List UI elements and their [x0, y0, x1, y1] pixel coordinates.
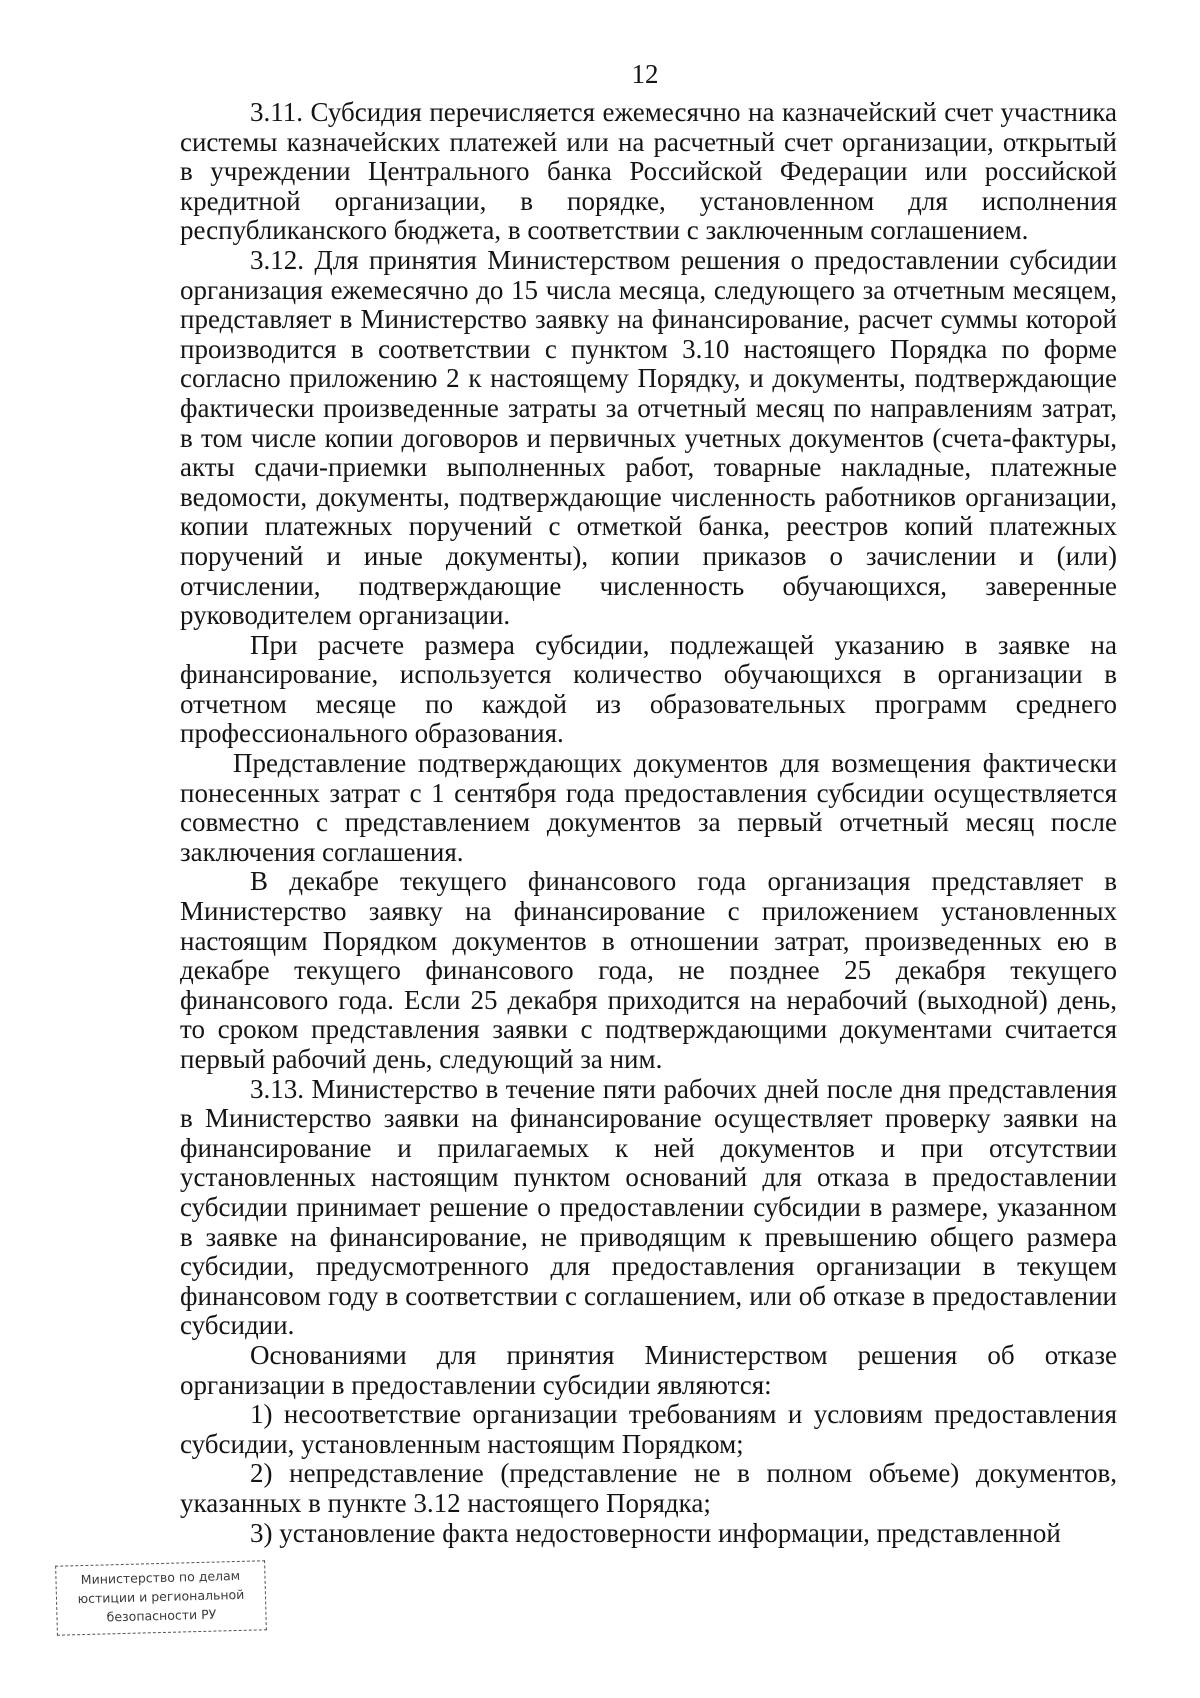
- paragraph-refusal-grounds: Основаниями для принятия Министерством решения об отказе организации в предоставлении субсидии являются:: [180, 1339, 1117, 1400]
- list-item-1: 1) несоответствие организации требованиям и условиям предоставления субсидии, установленным настоящим Порядком;: [180, 1399, 1117, 1459]
- paragraph-december-application: В декабре текущего финансового года организация представляет в Министерство заявку на финансирование с приложением установленных настоящим Порядком документов в отношении затрат, произведенных ею в декабре текущего финансового года, не позднее 25 декабря текущего финансового года. Если 25 декабря приходится на нерабочий (выходной) день, то сроком представления заявки с подтверждающими документами считается первый рабочий день, следующий за ним.: [180, 866, 1117, 1074]
- document-body: [180, 98, 1117, 1548]
- list-item-3: 3) установление факта недостоверности информации, представленной: [250, 1517, 1061, 1548]
- stamp-line-2: юстиции и региональной: [77, 1586, 245, 1607]
- paragraph-3-12: 3.12. Для принятия Министерством решения о предоставлении субсидии организация ежемесячно до 15 числа месяца, следующего за отчетным месяцем, представляет в Министерство заявку на финансирование, расчет суммы которой производится в соответствии с пунктом 3.10 настоящего Порядка по форме согласно приложению 2 к настоящему Порядку, и документы, подтверждающие фактически произведенные затраты за отчетный месяц по направлениям затрат, в том числе копии договоров и первичных учетных документов (счета-фактуры, акты сдачи-приемки выполненных работ, товарные накладные, платежные ведомости, документы, подтверждающие численность работников организации, копии платежных поручений с отметкой банка, реестров копий платежных поручений и иные документы), копии приказов о зачислении и (или) отчислении, подтверждающие численность обучающихся, заверенные руководителем организации.: [180, 244, 1117, 631]
- paragraph-3-13: 3.13. Министерство в течение пяти рабочих дней после дня представления в Министерство заявки на финансирование осуществляет проверку заявки на финансирование и прилагаемых к ней документов и при отсутствии установленных настоящим пунктом оснований для отказа в предоставлении субсидии принимает решение о предоставлении субсидии в размере, указанном в заявке на финансирование, не приводящим к превышению общего размера субсидии, предусмотренного для предоставления организации в текущем финансовом году в соответствии с соглашением, или об отказе в предоставлении субсидии.: [180, 1073, 1117, 1341]
- page-number: 12: [631, 59, 659, 89]
- paragraph-supporting-documents: Представление подтверждающих документов для возмещения фактически понесенных затрат с 1 сентября года предоставления субсидии осуществляется совместно с представлением документов за первый отчетный месяц после заключения соглашения.: [180, 748, 1117, 867]
- ministry-stamp: [55, 1560, 267, 1635]
- paragraph-subsidy-calculation: При расчете размера субсидии, подлежащей указанию в заявке на финансирование, используется количество обучающихся в организации в отчетном месяце по каждой из образовательных программ среднего профессионального образования.: [180, 629, 1117, 749]
- stamp-line-3: безопасности РУ: [106, 1606, 217, 1625]
- stamp-line-1: Министерство по делам: [80, 1567, 241, 1588]
- list-item-2: 2) непредставление (представление не в полном объеме) документов, указанных в пункте 3.12 настоящего Порядка;: [180, 1458, 1117, 1518]
- paragraph-3-11: 3.11. Субсидия перечисляется ежемесячно на казначейский счет участника системы казначейских платежей или на расчетный счет организации, открытый в учреждении Центрального банка Российской Федерации или российской кредитной организации, в порядке, установленном для исполнения республиканского бюджета, в соответствии с заключенным соглашением.: [180, 97, 1117, 246]
